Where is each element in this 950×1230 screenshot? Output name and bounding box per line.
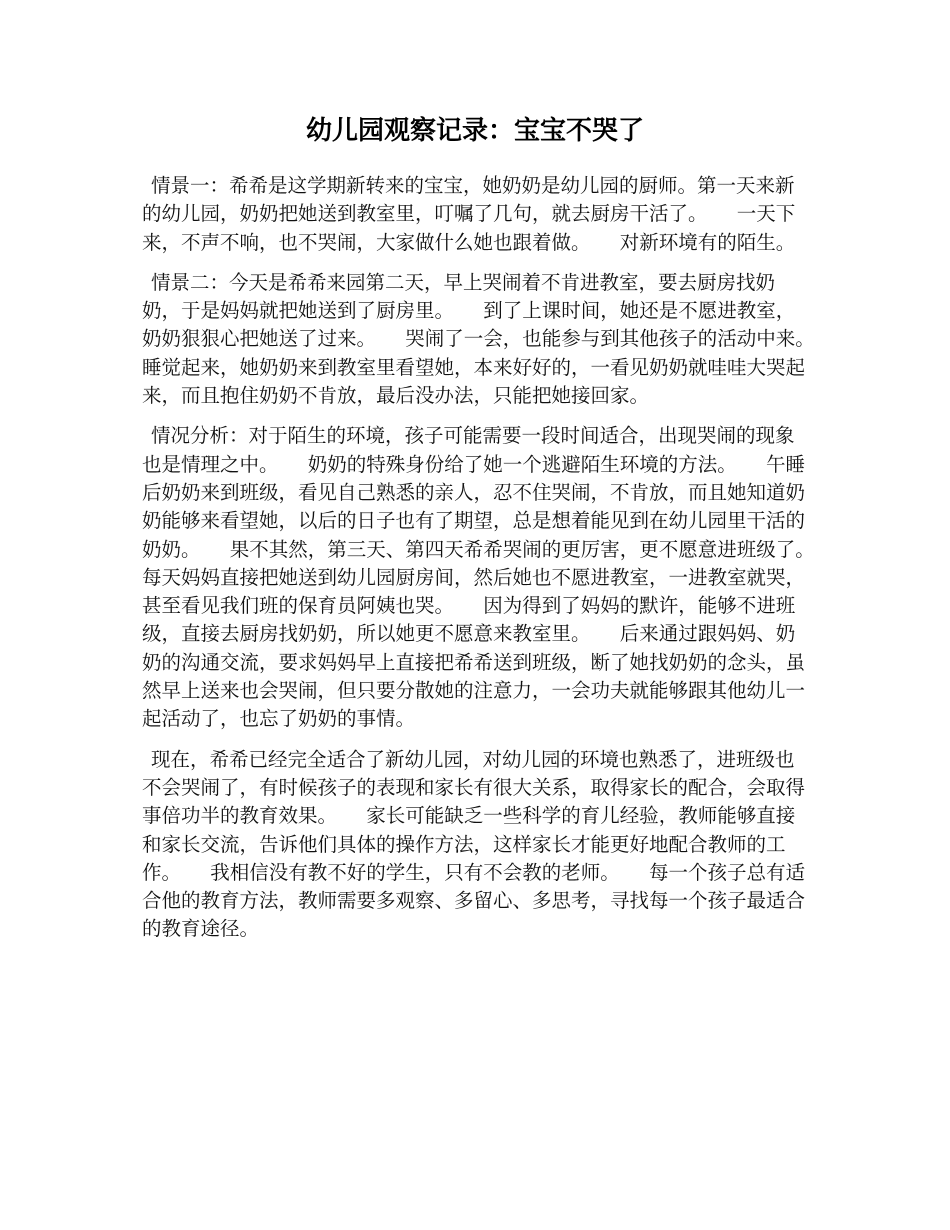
paragraph-scene-two: 情景二：今天是希希来园第二天，早上哭闹着不肯进教室，要去厨房找奶奶，于是妈妈就把她送到了厨房里。 到了上课时间，她还是不愿进教室，奶奶狠狠心把她送了过来。 哭闹了一会，也能参与到其他孩子的活动中来。 睡觉起来，她奶奶来到教室里看望她，本来好好的，一看见奶奶就哇哇大哭起来，而且抱住奶奶不肯放，最后没办法，只能把她接回家。	[142, 270, 845, 408]
paragraph-scene-one: 情景一：希希是这学期新转来的宝宝，她奶奶是幼儿园的厨师。第一天来新的幼儿园，奶奶把她送到教室里，叮嘱了几句，就去厨房干活了。 一天下来，不声不响，也不哭闹，大家做什么她也跟着做。 对新环境有的陌生。	[142, 174, 796, 254]
document-title: 幼儿园观察记录：宝宝不哭了	[305, 116, 644, 146]
paragraph-conclusion: 现在，希希已经完全适合了新幼儿园，对幼儿园的环境也熟悉了，进班级也不会哭闹了，有时候孩子的表现和家长有很大关系，取得家长的配合，会取得事倍功半的教育效果。 家长可能缺乏一些科学的育儿经验，教师能够直接和家长交流，告诉他们具体的操作方法，这样家长才能更好地配合教师的工作。 我相信没有教不好的学生，只有不会教的老师。 每一个孩子总有适合他的教育方法，教师需要多观察、多留心、多思考，寻找每一个孩子最适合的教育途径。	[142, 747, 806, 941]
paragraph-analysis: 情况分析：对于陌生的环境，孩子可能需要一段时间适合，出现哭闹的现象也是情理之中。 奶奶的特殊身份给了她一个逃避陌生环境的方法。 午睡后奶奶来到班级，看见自己熟悉的亲人，忍不住哭闹，不肯放，而且她知道奶奶能够来看望她，以后的日子也有了期望，总是想着能见到在幼儿园里干活的奶奶。 果不其然，第三天、第四天希希哭闹的更厉害，更不愿意进班级了。 每天妈妈直接把她送到幼儿园厨房间，然后她也不愿进教室，一进教室就哭，甚至看见我们班的保育员阿姨也哭。 因为得到了妈妈的默许，能够不进班级，直接去厨房找奶奶，所以她更不愿意来教室里。 后来通过跟妈妈、奶奶的沟通交流，要求妈妈早上直接把希希送到班级，断了她找奶奶的念头，虽然早上送来也会哭闹，但只要分散她的注意力，一会功夫就能够跟其他幼儿一起活动了，也忘了奶奶的事情。	[142, 424, 845, 731]
document-body	[142, 172, 845, 956]
